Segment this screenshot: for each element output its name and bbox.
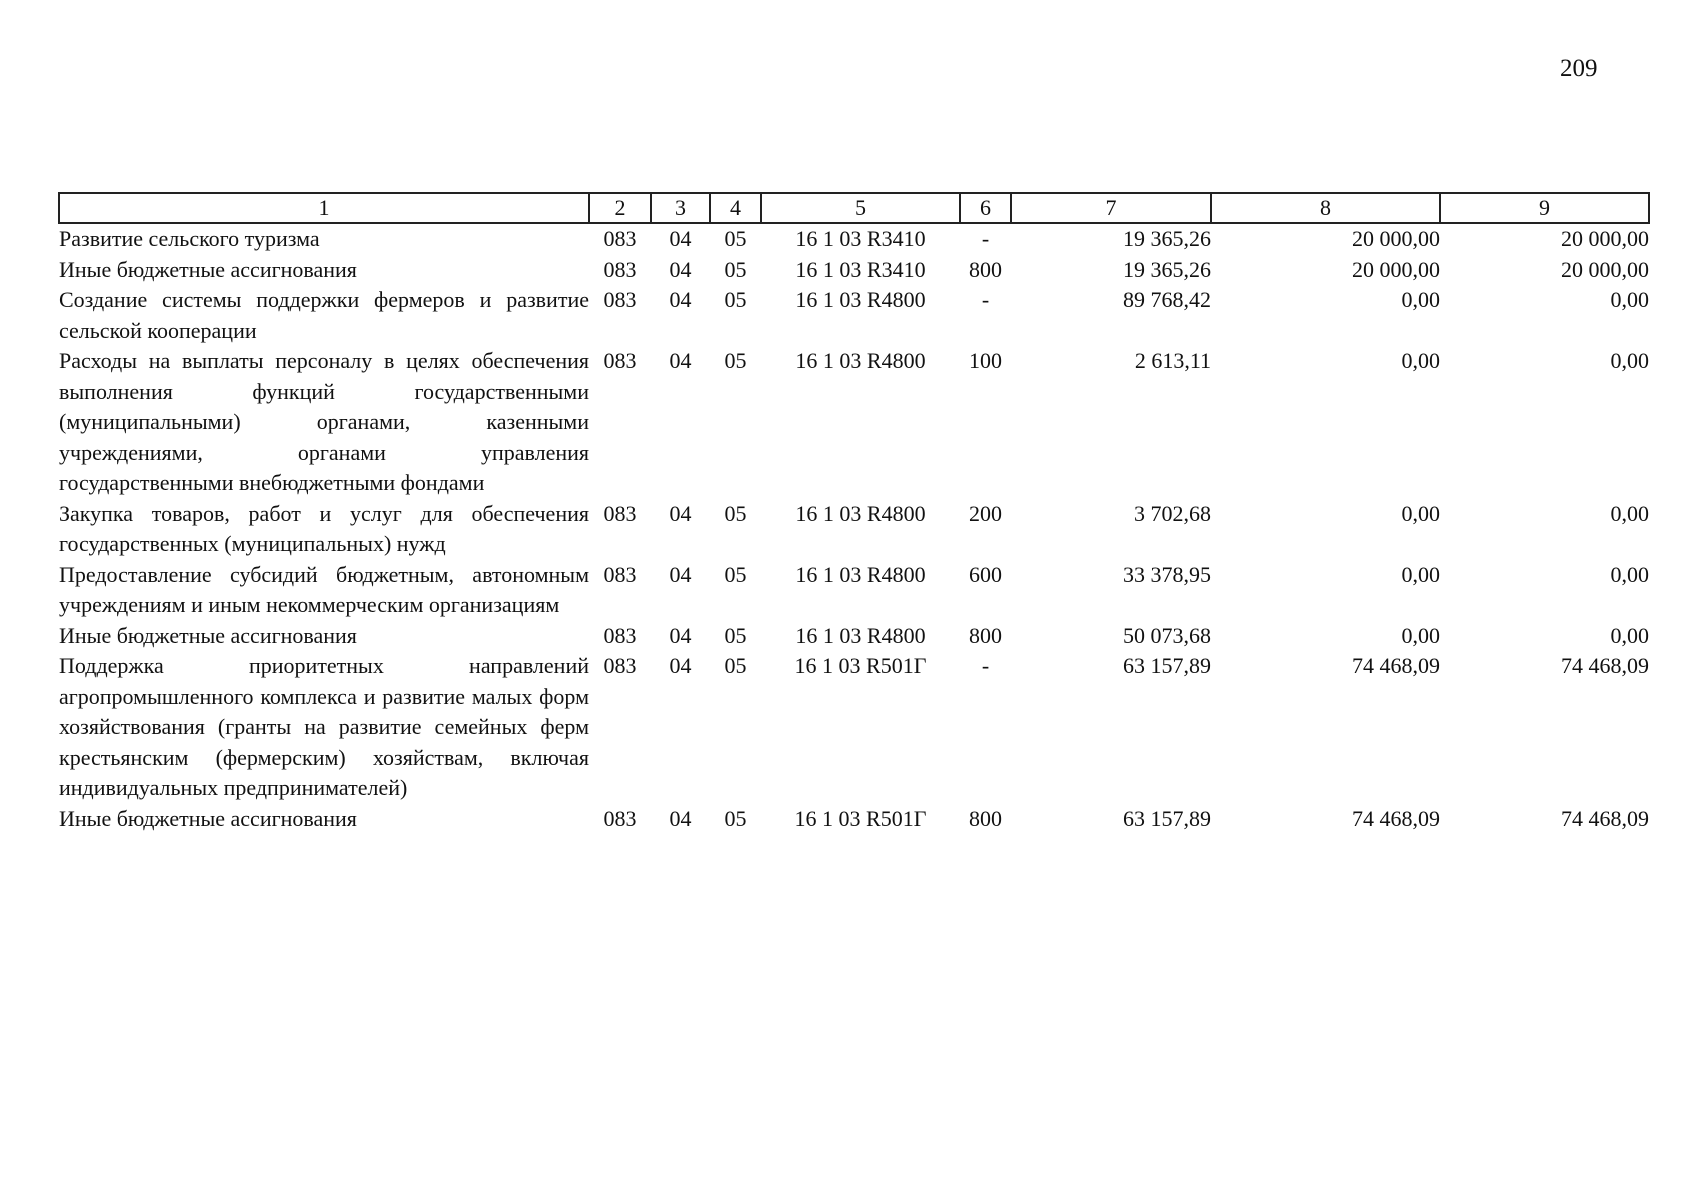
cell-col-3: 04 (669, 622, 692, 648)
cell-col-2: 083 (603, 653, 637, 678)
cell-col-3: 04 (669, 805, 692, 831)
cell-col-7: 2 613,11 (1134, 348, 1211, 373)
cell-col-7: 63 157,89 (1123, 805, 1211, 831)
cell-col-8: 0,00 (1401, 561, 1440, 587)
table-row (59, 285, 1649, 346)
cell-col-4: 05 (724, 287, 747, 312)
table-row (59, 255, 1649, 286)
cell-col-5: 16 1 03 R4800 (795, 500, 926, 526)
cell-col-5: 16 1 03 R4800 (795, 561, 926, 587)
cell-col-9: 74 468,09 (1561, 653, 1649, 678)
table-row (59, 499, 1649, 560)
cell-col-5: 16 1 03 R501Г (794, 653, 927, 678)
cell-col-8: 0,00 (1401, 622, 1440, 648)
cell-col-3: 04 (669, 226, 692, 251)
page-number: 209 (1560, 55, 1598, 82)
table-row (59, 223, 1649, 255)
cell-col-4: 05 (724, 348, 747, 373)
cell-col-9: 0,00 (1610, 500, 1649, 526)
row-name: Закупка товаров, работ и услуг для обеспечения государственных (муниципальных) нужд (59, 500, 589, 556)
budget-table (58, 192, 1650, 834)
column-header-9: 9 (1440, 193, 1649, 223)
cell-col-2: 083 (603, 561, 637, 587)
cell-col-3: 04 (669, 256, 692, 282)
table-row (59, 621, 1649, 652)
column-header-8: 8 (1211, 193, 1440, 223)
cell-col-5: 16 1 03 R4800 (795, 287, 926, 312)
cell-col-4: 05 (724, 805, 747, 831)
cell-col-2: 083 (603, 256, 637, 282)
cell-col-8: 0,00 (1401, 287, 1440, 312)
row-name: Иные бюджетные ассигнования (59, 622, 357, 648)
cell-col-4: 05 (724, 561, 747, 587)
column-header-2: 2 (589, 193, 651, 223)
cell-col-2: 083 (603, 622, 637, 648)
cell-col-6: - (981, 226, 990, 251)
cell-col-4: 05 (724, 500, 747, 526)
column-header-5: 5 (761, 193, 960, 223)
column-header-6: 6 (960, 193, 1011, 223)
cell-col-8: 20 000,00 (1352, 256, 1440, 282)
cell-col-5: 16 1 03 R501Г (794, 805, 927, 831)
cell-col-7: 19 365,26 (1123, 226, 1211, 251)
cell-col-8: 0,00 (1401, 500, 1440, 526)
column-header-1: 1 (59, 193, 589, 223)
cell-col-6: 800 (969, 805, 1002, 831)
cell-col-9: 0,00 (1610, 561, 1649, 587)
cell-col-7: 3 702,68 (1134, 500, 1211, 526)
cell-col-5: 16 1 03 R3410 (795, 256, 926, 282)
cell-col-5: 16 1 03 R4800 (795, 348, 926, 373)
cell-col-9: 74 468,09 (1561, 805, 1649, 831)
table-row (59, 804, 1649, 835)
cell-col-7: 33 378,95 (1123, 561, 1211, 587)
row-name: Развитие сельского туризма (59, 226, 320, 251)
cell-col-2: 083 (603, 805, 637, 831)
cell-col-9: 20 000,00 (1561, 256, 1649, 282)
cell-col-3: 04 (669, 348, 692, 373)
cell-col-2: 083 (603, 348, 637, 373)
cell-col-6: 100 (969, 348, 1002, 373)
column-header-4: 4 (710, 193, 761, 223)
cell-col-4: 05 (724, 622, 747, 648)
table-row (59, 560, 1649, 621)
cell-col-4: 05 (724, 256, 747, 282)
cell-col-3: 04 (669, 287, 692, 312)
cell-col-7: 89 768,42 (1123, 287, 1211, 312)
cell-col-2: 083 (603, 226, 637, 251)
cell-col-7: 19 365,26 (1123, 256, 1211, 282)
cell-col-8: 0,00 (1401, 348, 1440, 373)
cell-col-7: 50 073,68 (1123, 622, 1211, 648)
header-row (59, 193, 1649, 223)
row-name: Создание системы поддержки фермеров и развитие сельской кооперации (59, 287, 589, 343)
table-row (59, 346, 1649, 499)
cell-col-4: 05 (724, 653, 747, 678)
cell-col-6: 200 (969, 500, 1002, 526)
cell-col-6: - (981, 653, 990, 678)
cell-col-8: 20 000,00 (1352, 226, 1440, 251)
row-name: Расходы на выплаты персоналу в целях обеспечения выполнения функций государственными (муниципальными) органами, казенными учреждениями, органами управления государственными внебюджетными фондами (59, 348, 589, 495)
cell-col-7: 63 157,89 (1123, 653, 1211, 678)
row-name: Иные бюджетные ассигнования (59, 805, 357, 831)
cell-col-9: 0,00 (1610, 348, 1649, 373)
cell-col-8: 74 468,09 (1352, 805, 1440, 831)
cell-col-2: 083 (603, 500, 637, 526)
cell-col-6: 800 (969, 256, 1002, 282)
column-header-7: 7 (1011, 193, 1211, 223)
cell-col-6: - (981, 287, 990, 312)
cell-col-3: 04 (669, 653, 692, 678)
cell-col-4: 05 (724, 226, 747, 251)
row-name: Предоставление субсидий бюджетным, автономным учреждениям и иным некоммерческим организациям (59, 561, 589, 617)
cell-col-8: 74 468,09 (1352, 653, 1440, 678)
row-name: Иные бюджетные ассигнования (59, 256, 357, 282)
cell-col-5: 16 1 03 R4800 (795, 622, 926, 648)
cell-col-6: 600 (969, 561, 1002, 587)
cell-col-3: 04 (669, 500, 692, 526)
cell-col-9: 20 000,00 (1561, 226, 1649, 251)
row-name: Поддержка приоритетных направлений агропромышленного комплекса и развитие малых форм хозяйствования (гранты на развитие семейных ферм крестьянским (фермерским) хозяйствам, включая индивидуальных предпринимателей) (59, 653, 589, 800)
column-header-3: 3 (651, 193, 710, 223)
cell-col-9: 0,00 (1610, 622, 1649, 648)
cell-col-5: 16 1 03 R3410 (795, 226, 926, 251)
cell-col-2: 083 (603, 287, 637, 312)
cell-col-3: 04 (669, 561, 692, 587)
cell-col-9: 0,00 (1610, 287, 1649, 312)
table-row (59, 651, 1649, 804)
cell-col-6: 800 (969, 622, 1002, 648)
